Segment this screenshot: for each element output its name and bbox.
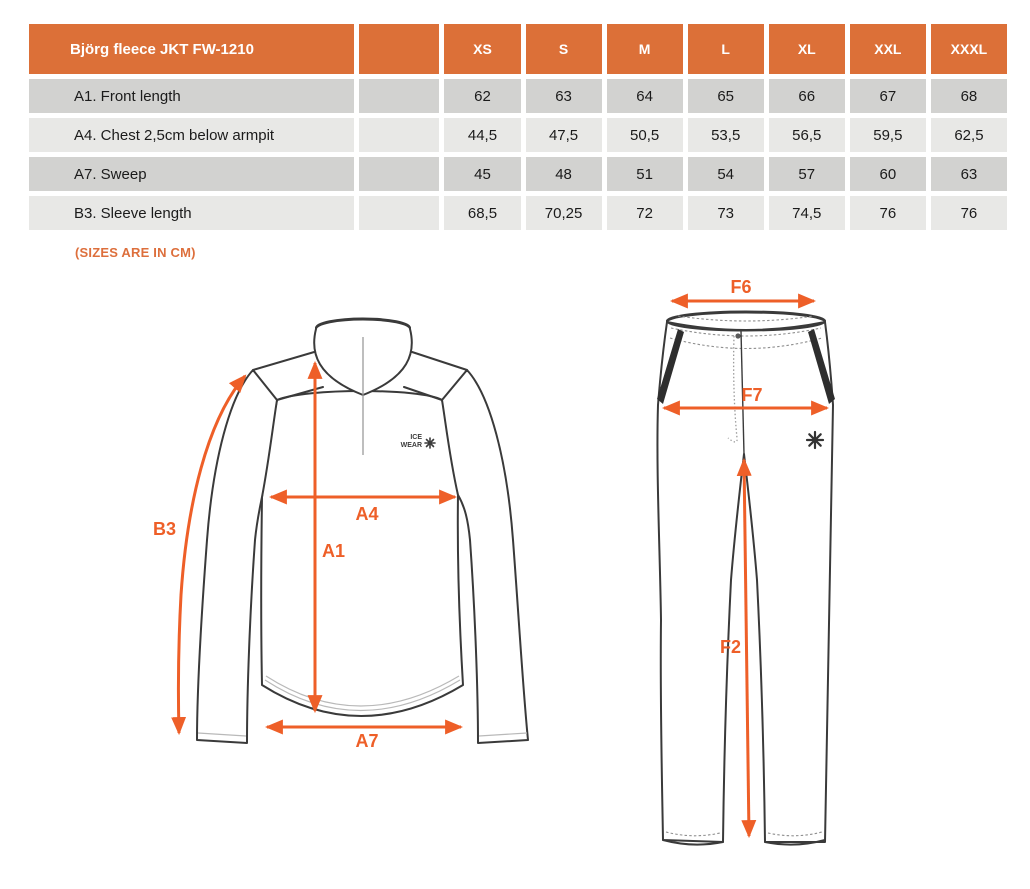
measurement-value: 51 — [607, 157, 683, 191]
spacer-cell — [359, 196, 439, 230]
logo-text-line2: WEAR — [400, 442, 422, 449]
measurement-value: 53,5 — [688, 118, 764, 152]
label-a4: A4 — [355, 504, 379, 524]
table-row — [29, 196, 1007, 230]
measurement-label: B3. Sleeve length — [29, 196, 354, 230]
size-header-s: S — [526, 24, 602, 74]
table-row — [29, 157, 1007, 191]
label-b3: B3 — [153, 519, 177, 539]
measurement-value: 45 — [444, 157, 520, 191]
measurement-value: 50,5 — [607, 118, 683, 152]
measurement-value: 60 — [850, 157, 926, 191]
table-row — [29, 118, 1007, 152]
label-f2: F2 — [719, 637, 741, 657]
measurement-value: 59,5 — [850, 118, 926, 152]
size-header-xl: XL — [769, 24, 845, 74]
size-header-m: M — [607, 24, 683, 74]
measurement-value: 62,5 — [931, 118, 1007, 152]
logo-text-line1: ICE — [410, 434, 422, 441]
measurement-value: 48 — [526, 157, 602, 191]
spacer-header — [359, 24, 439, 74]
measurement-label: A7. Sweep — [29, 157, 354, 191]
arrow-f2-inseam — [744, 460, 749, 836]
measurement-value: 76 — [931, 196, 1007, 230]
measurement-value: 66 — [769, 79, 845, 113]
label-f7: F7 — [741, 385, 763, 405]
size-table-header-row — [29, 24, 1007, 74]
size-header-xxxl: XXXL — [931, 24, 1007, 74]
measurement-value: 74,5 — [769, 196, 845, 230]
units-note: (SIZES ARE IN CM) — [75, 245, 196, 260]
size-header-l: L — [688, 24, 764, 74]
product-title: Björg fleece JKT FW-1210 — [29, 24, 354, 74]
measurement-value: 47,5 — [526, 118, 602, 152]
measurement-label: A4. Chest 2,5cm below armpit — [29, 118, 354, 152]
measurement-value: 44,5 — [444, 118, 520, 152]
measurement-value: 68 — [931, 79, 1007, 113]
measurement-value: 63 — [526, 79, 602, 113]
pants-snowflake-icon — [807, 432, 823, 448]
label-f6: F6 — [730, 280, 752, 297]
measurement-value: 67 — [850, 79, 926, 113]
table-row — [29, 79, 1007, 113]
measurement-value: 70,25 — [526, 196, 602, 230]
measurement-value: 57 — [769, 157, 845, 191]
measurement-value: 63 — [931, 157, 1007, 191]
measurement-value: 68,5 — [444, 196, 520, 230]
measurement-value: 72 — [607, 196, 683, 230]
measurement-value: 65 — [688, 79, 764, 113]
pants-measurement-diagram — [630, 280, 850, 870]
measurement-value: 56,5 — [769, 118, 845, 152]
spacer-cell — [359, 79, 439, 113]
measurement-value: 54 — [688, 157, 764, 191]
waist-button — [735, 333, 740, 338]
measurement-value: 64 — [607, 79, 683, 113]
label-a7: A7 — [355, 731, 379, 751]
logo-snowflake-icon — [425, 438, 435, 448]
label-a1: A1 — [322, 541, 346, 561]
size-chart-table — [24, 19, 1012, 235]
jacket-measurement-diagram — [145, 295, 565, 765]
measurement-value: 76 — [850, 196, 926, 230]
spacer-cell — [359, 157, 439, 191]
measurement-label: A1. Front length — [29, 79, 354, 113]
measurement-value: 62 — [444, 79, 520, 113]
measurement-value: 73 — [688, 196, 764, 230]
spacer-cell — [359, 118, 439, 152]
size-header-xxl: XXL — [850, 24, 926, 74]
size-header-xs: XS — [444, 24, 520, 74]
